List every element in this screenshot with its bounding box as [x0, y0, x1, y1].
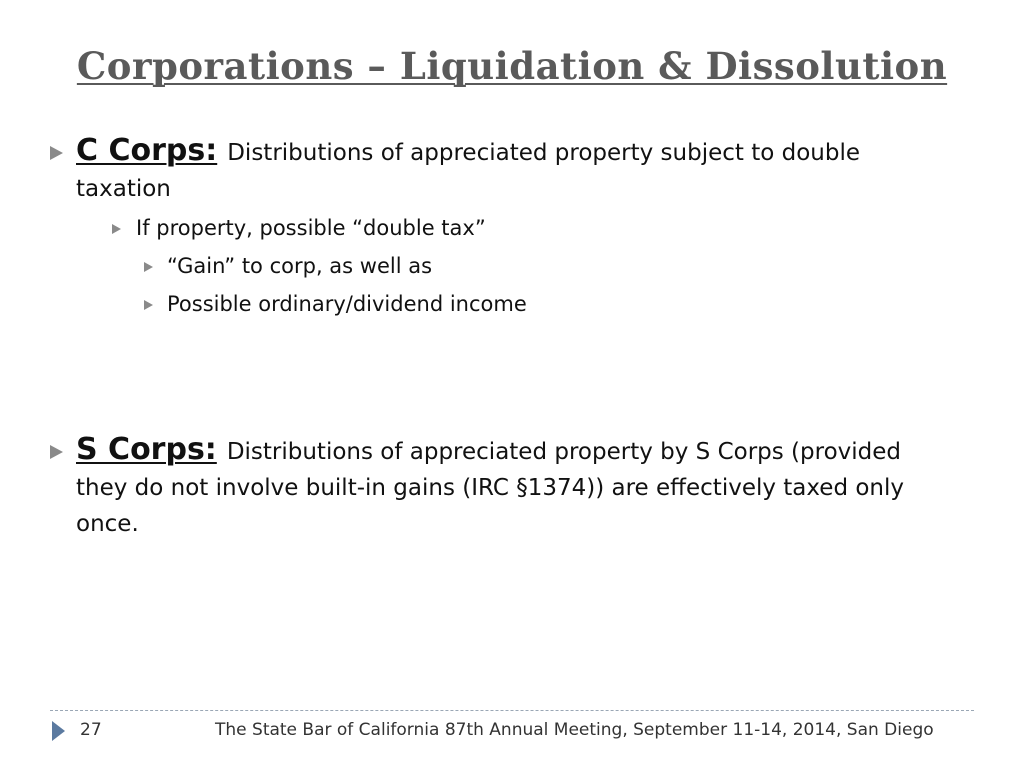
sub-sub-bullet-gain [144, 251, 432, 281]
bullet-c-corps [50, 133, 950, 207]
title-text: Corporations – Liquidation & Dissolution [76, 44, 948, 88]
c-corps-description: Distributions of appreciated property subject to double taxation [76, 140, 861, 202]
sub-bullet-text: If property, possible “double tax” [136, 216, 486, 240]
bullet-c-corps-text [76, 133, 950, 207]
footer-text: The State Bar of California 87th Annual Meeting, September 11-14, 2014, San Diego [215, 720, 934, 740]
arrow-bullet-icon [144, 262, 153, 272]
sub-sub-bullet-dividend [144, 289, 527, 319]
s-corps-heading: S Corps: [76, 432, 217, 467]
sub-sub-bullet-text: “Gain” to corp, as well as [167, 254, 433, 278]
arrow-bullet-icon [50, 146, 63, 160]
arrow-bullet-icon [144, 300, 153, 310]
triangle-icon [52, 721, 65, 741]
sub-sub-bullet-text: Possible ordinary/dividend income [167, 292, 527, 316]
footer-divider [50, 710, 974, 711]
arrow-bullet-icon [50, 445, 63, 459]
bullet-s-corps [50, 432, 950, 542]
s-corps-description: Distributions of appreciated property by S Corps (provided they do not involve built-in gains (IRC §1374)) are effectively taxed only once. [76, 439, 905, 537]
c-corps-heading: C Corps: [76, 133, 218, 168]
page-number: 27 [80, 720, 102, 740]
sub-bullet-double-tax [112, 213, 486, 243]
arrow-bullet-icon [112, 224, 121, 234]
slide-title [0, 42, 1024, 90]
bullet-s-corps-text [76, 432, 950, 542]
